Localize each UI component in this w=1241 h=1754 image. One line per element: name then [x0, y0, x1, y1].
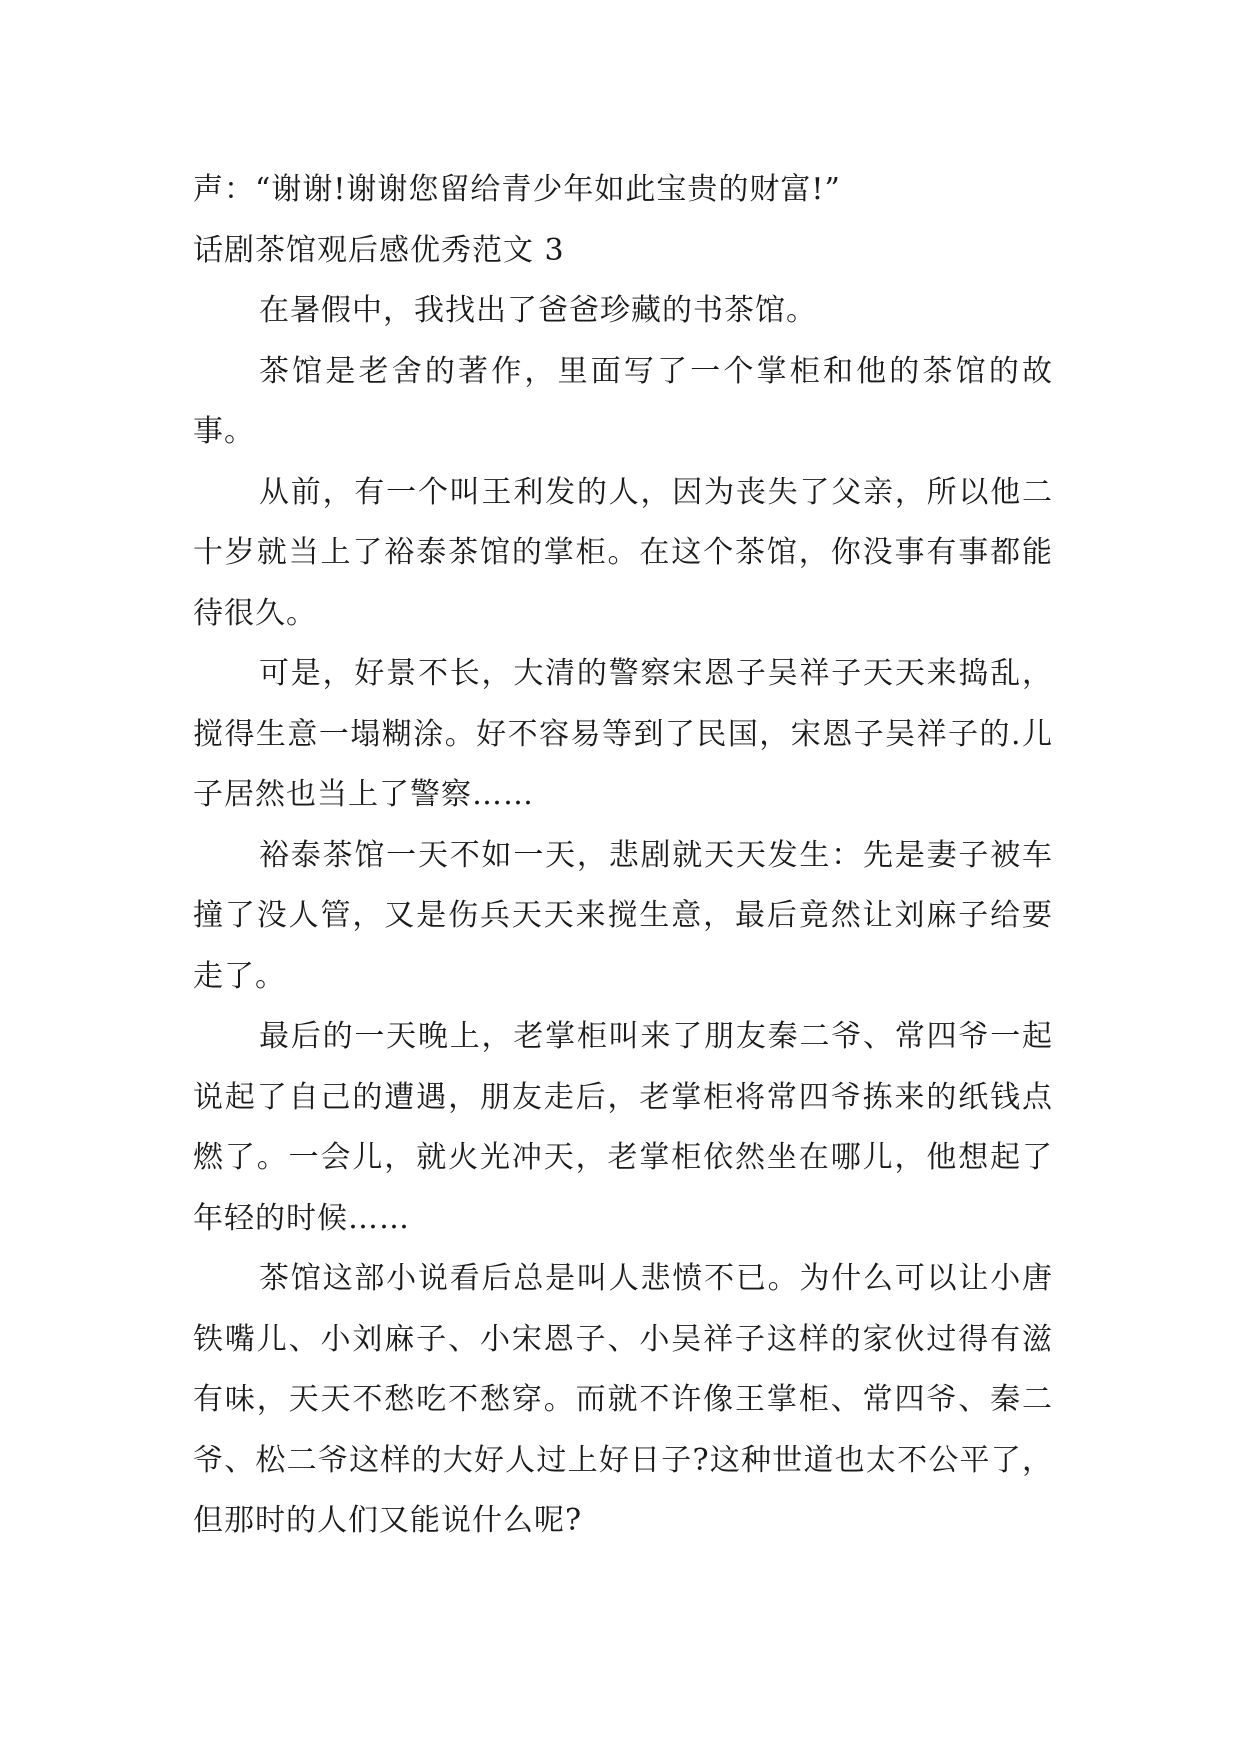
- section-heading: 话剧茶馆观后感优秀范文 3: [193, 232, 565, 268]
- paragraph-4: 可是，好景不长，大清的警察宋恩子吴祥子天天来捣乱，搅得生意一塌糊涂。好不容易等到了民国，宋恩子吴祥子的.儿子居然也当上了警察……: [193, 656, 1053, 812]
- paragraph-7: 茶馆这部小说看后总是叫人悲愤不已。为什么可以让小唐铁嘴儿、小刘麻子、小宋恩子、小吴祥子这样的家伙过得有滋有味，天天不愁吃不愁穿。而就不许像王掌柜、常四爷、秦二爷、松二爷这样的大好人过上好日子?这种世道也太不公平了，但那时的人们又能说什么呢?: [193, 1261, 1053, 1538]
- paragraph-2: 茶馆是老舍的著作，里面写了一个掌柜和他的茶馆的故事。: [193, 353, 1053, 449]
- paragraph-1: 在暑假中，我找出了爸爸珍藏的书茶馆。: [259, 293, 817, 328]
- paragraph-6: 最后的一天晚上，老掌柜叫来了朋友秦二爷、常四爷一起说起了自己的遭遇，朋友走后，老掌柜将常四爷拣来的纸钱点燃了。一会儿，就火光冲天，老掌柜依然坐在哪儿，他想起了年轻的时候……: [193, 1019, 1053, 1236]
- continuation-line: 声：“谢谢!谢谢您留给青少年如此宝贵的财富!”: [193, 172, 841, 207]
- document-body: [193, 160, 1053, 1552]
- paragraph-5: 裕泰茶馆一天不如一天，悲剧就天天发生：先是妻子被车撞了没人管，又是伤兵天天来搅生意，最后竟然让刘麻子给要走了。: [193, 837, 1053, 994]
- paragraph-3: 从前，有一个叫王利发的人，因为丧失了父亲，所以他二十岁就当上了裕泰茶馆的掌柜。在这个茶馆，你没事有事都能待很久。: [193, 474, 1053, 631]
